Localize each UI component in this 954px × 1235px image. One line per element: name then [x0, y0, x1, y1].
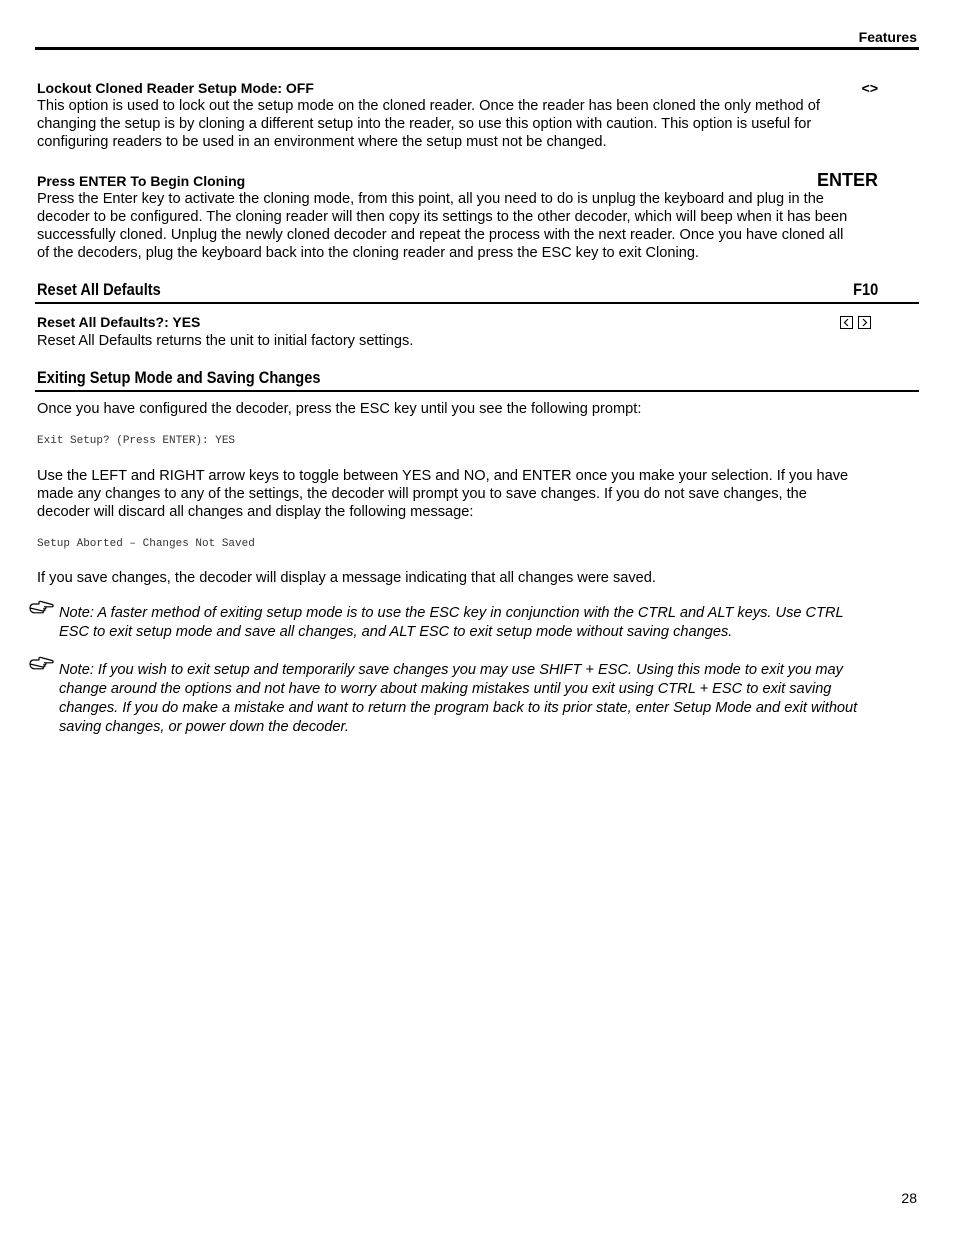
page-header-title: Features [858, 29, 917, 45]
reset-option-description: Reset All Defaults returns the unit to initial factory settings. [37, 333, 414, 349]
text-line: decoder will discard all changes and display the following message: [37, 504, 474, 520]
exit-toggle-description [37, 467, 919, 521]
saved-changes-text: If you save changes, the decoder will display a message indicating that all changes were saved. [37, 570, 656, 586]
reset-option-title: Reset All Defaults?: YES [37, 314, 201, 330]
reset-section-title: Reset All Defaults [37, 280, 161, 299]
text-line: This option is used to lock out the setup mode on the cloned reader. Once the reader has been cloned the only method of [37, 98, 820, 114]
text-line: changes. If you do make a mistake and want to return the program back to its prior state, enter Setup Mode and exit without [59, 700, 858, 716]
text-line: change around the options and not have to worry about making mistakes until you exit using CTRL + ESC to exit saving [59, 681, 832, 697]
text-line: of the decoders, plug the keyboard back into the cloning reader and press the ESC key to exit Cloning. [37, 245, 699, 261]
left-arrow-key-icon [840, 316, 853, 329]
exit-section-title: Exiting Setup Mode and Saving Changes [37, 368, 321, 387]
lockout-option-key: <> [861, 80, 878, 96]
text-line: ESC to exit setup mode and save all changes, and ALT ESC to exit setup mode without saving changes. [59, 624, 733, 640]
text-line: Note: If you wish to exit setup and temporarily save changes you may use SHIFT + ESC. Using this mode to exit you may [59, 662, 843, 678]
text-line: configuring readers to be used in an environment where the setup must not be changed. [37, 134, 607, 150]
text-line: saving changes, or power down the decoder. [59, 719, 349, 735]
text-line: changing the setup is by cloning a different setup into the reader, so use this option with caution. This option is useful for [37, 116, 812, 132]
lockout-description [37, 97, 919, 151]
pointing-hand-icon [28, 655, 56, 673]
pointing-hand-icon [28, 599, 56, 617]
header-rule [35, 47, 919, 50]
exit-section-rule [35, 390, 919, 392]
text-line: made any changes to any of the settings, the decoder will prompt you to save changes. If you do not save changes, the [37, 486, 807, 502]
right-arrow-key-icon [858, 316, 871, 329]
note-temporary-save [59, 661, 919, 737]
cloning-description [37, 190, 919, 262]
text-line: decoder to be configured. The cloning reader will then copy its settings to the other decoder, which will beep when it has been [37, 209, 848, 225]
cloning-option-title: Press ENTER To Begin Cloning [37, 173, 246, 189]
text-line: Use the LEFT and RIGHT arrow keys to toggle between YES and NO, and ENTER once you make your selection. If you have [37, 468, 849, 484]
reset-section-rule [35, 302, 919, 304]
cloning-option-key: ENTER [816, 170, 878, 190]
reset-section-key: F10 [852, 280, 878, 299]
text-line: Note: A faster method of exiting setup mode is to use the ESC key in conjunction with the CTRL and ALT keys. Use CTRL [59, 605, 844, 621]
text-line: Press the Enter key to activate the cloning mode, from this point, all you need to do is unplug the keyboard and plug in the [37, 191, 824, 207]
lockout-option-title: Lockout Cloned Reader Setup Mode: OFF [37, 80, 314, 96]
arrow-key-icons [840, 316, 871, 329]
exit-intro-text: Once you have configured the decoder, press the ESC key until you see the following prompt: [37, 401, 642, 417]
note-faster-exit [59, 604, 919, 642]
setup-aborted-message: Setup Aborted – Changes Not Saved [37, 538, 255, 550]
text-line: successfully cloned. Unplug the newly cloned decoder and repeat the process with the next reader. Once you have cloned all [37, 227, 844, 243]
page-number: 28 [901, 1190, 917, 1206]
exit-prompt-message: Exit Setup? (Press ENTER): YES [37, 435, 236, 447]
